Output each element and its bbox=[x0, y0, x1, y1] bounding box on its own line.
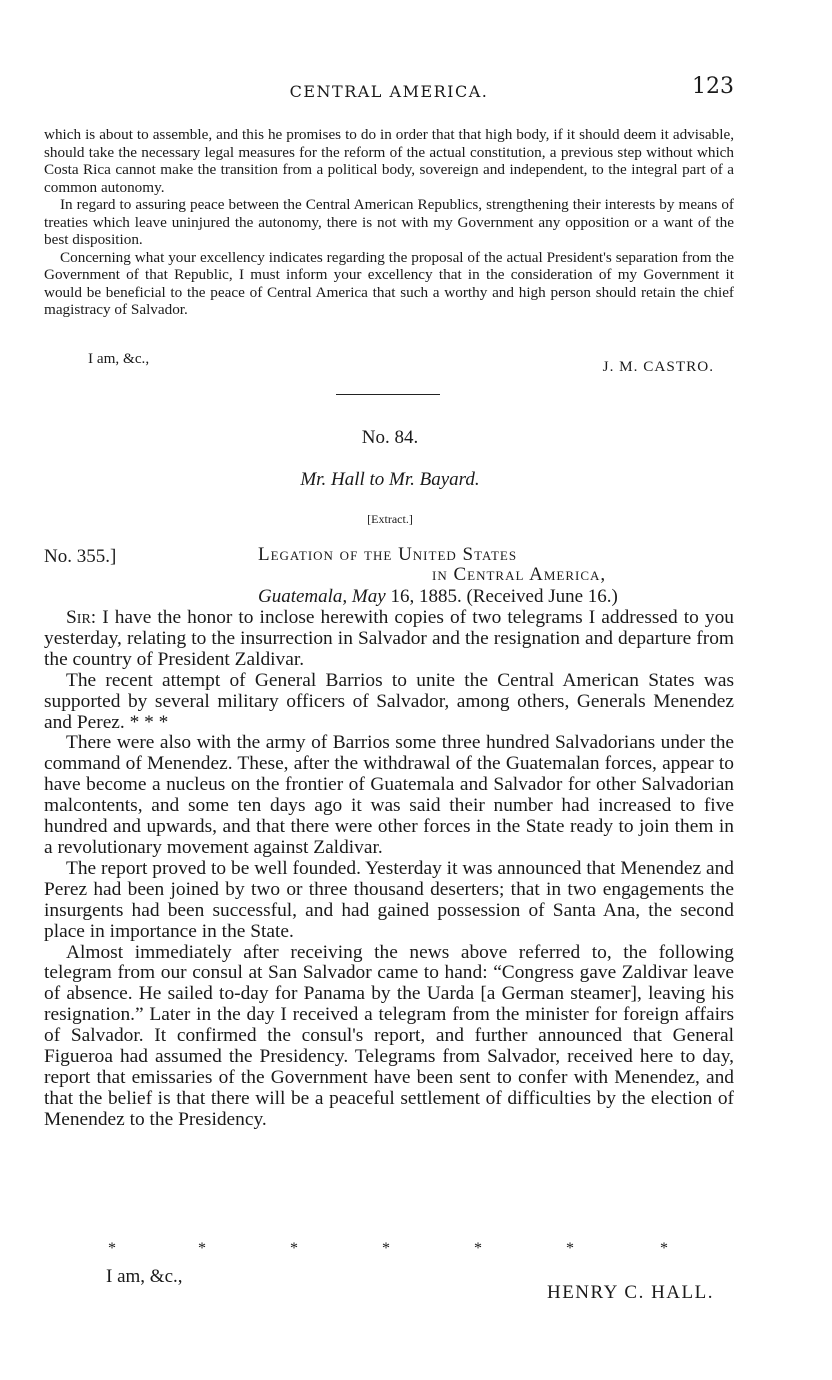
dispatch-body bbox=[44, 608, 734, 1131]
ellipsis-star: * bbox=[290, 1240, 298, 1257]
place-date: Guatemala, May bbox=[258, 586, 386, 607]
ellipsis-star: * bbox=[198, 1240, 206, 1257]
letter-closing: I am, &c., bbox=[88, 350, 150, 367]
salutation: Sir bbox=[66, 607, 91, 628]
letter-paragraph: In regard to assuring peace between the Central American Republics, strengthening their interests by means of treaties which leave uninjured the autonomy, there is not with my Government any opposition or a want of the best disposition. bbox=[44, 196, 734, 248]
ellipsis-stars bbox=[0, 1240, 832, 1260]
ellipsis-star: * bbox=[382, 1240, 390, 1257]
ellipsis-star: * bbox=[108, 1240, 116, 1257]
dispatch-paragraph: Almost immediately after receiving the news above referred to, the following telegram from our consul at San Salvador came to hand: “Congress gave Zaldivar leave of absence. He sailed to-day for Panama by the Uarda [a German steamer], leaving his resignation.” Later in the day I received a telegram from the minister for foreign affairs of Salvador. It confirmed the consul's report, and further announced that General Figueroa had assumed the Presidency. Telegrams from Salvador, received here to day, report that emissaries of the Government have been sent to confer with Menendez, and that the belief is that there will be a peaceful settlement of difficulties by the election of Menendez to the Presidency. bbox=[44, 941, 734, 1130]
extract-note: [Extract.] bbox=[367, 512, 413, 526]
letter-paragraph: which is about to assemble, and this he promises to do in order that that high body, if it should deem it advisable, should take the necessary legal measures for the reform of the actual constitution, a previous step without which Costa Rica cannot make the transition from a political body, sovereign and independent, to the integral part of a common autonomy. bbox=[44, 126, 734, 196]
ellipsis-star: * bbox=[660, 1240, 668, 1257]
dispatch-paragraph: There were also with the army of Barrios some three hundred Salvadorians under the command of Menendez. These, after the withdrawal of the Guatemalan forces, appear to have become a nucleus on the frontier of Guatemala and Salvador for other Salvadorian malcontents, and some ten days ago it was said their number had increased to five hundred and upwards, and that there were other forces in the State ready to join them in a revolutionary movement against Zaldivar. bbox=[44, 732, 734, 858]
document-number: No. 84. bbox=[361, 427, 419, 448]
section-divider bbox=[336, 394, 440, 395]
page-header bbox=[44, 74, 734, 104]
letter-paragraph: Concerning what your excellency indicates regarding the proposal of the actual President's separation from the Government of that Republic, I must inform your excellency that in the consideration of my Government it would be beneficial to the peace of Central America that such a worthy and high person should retain the chief magistracy of Salvador. bbox=[44, 248, 734, 318]
letter-signature: J. M. CASTRO. bbox=[602, 358, 714, 375]
dateline bbox=[258, 586, 618, 608]
running-title: CENTRAL AMERICA. bbox=[289, 82, 489, 101]
date-rest: 16, 1885. bbox=[385, 586, 462, 607]
dispatch-paragraph bbox=[44, 608, 734, 671]
page-number: 123 bbox=[692, 74, 734, 99]
dispatch-number: No. 355.] bbox=[44, 546, 117, 567]
document-correspondents: Mr. Hall to Mr. Bayard. bbox=[300, 469, 480, 490]
dispatch-paragraph: The report proved to be well founded. Yesterday it was announced that Menendez and Perez had been joined by two or three thousand deserters; that in two engagements the insurgents had been successful, and had gained possession of Santa Ana, the second place in importance in the State. bbox=[44, 857, 734, 942]
dispatch-signature: HENRY C. HALL. bbox=[546, 1282, 714, 1303]
ellipsis-star: * bbox=[474, 1240, 482, 1257]
dispatch-paragraph: The recent attempt of General Barrios to unite the Central American States was supported by several military officers of Salvador, among others, Generals Menendez and Perez. * * * bbox=[44, 669, 734, 733]
legation-line-2: in Central America, bbox=[432, 564, 607, 585]
ellipsis-star: * bbox=[566, 1240, 574, 1257]
dispatch-paragraph-text: : I have the honor to inclose herewith copies of two telegrams I addressed to you yesterday, relating to the insurrection in Salvador and the resignation and departure from the country of President Zaldivar. bbox=[44, 607, 734, 670]
legation-line-1: Legation of the United States bbox=[258, 544, 518, 565]
received-date: (Received June 16.) bbox=[466, 586, 618, 607]
dispatch-closing: I am, &c., bbox=[106, 1266, 183, 1287]
letter-body bbox=[44, 126, 734, 319]
